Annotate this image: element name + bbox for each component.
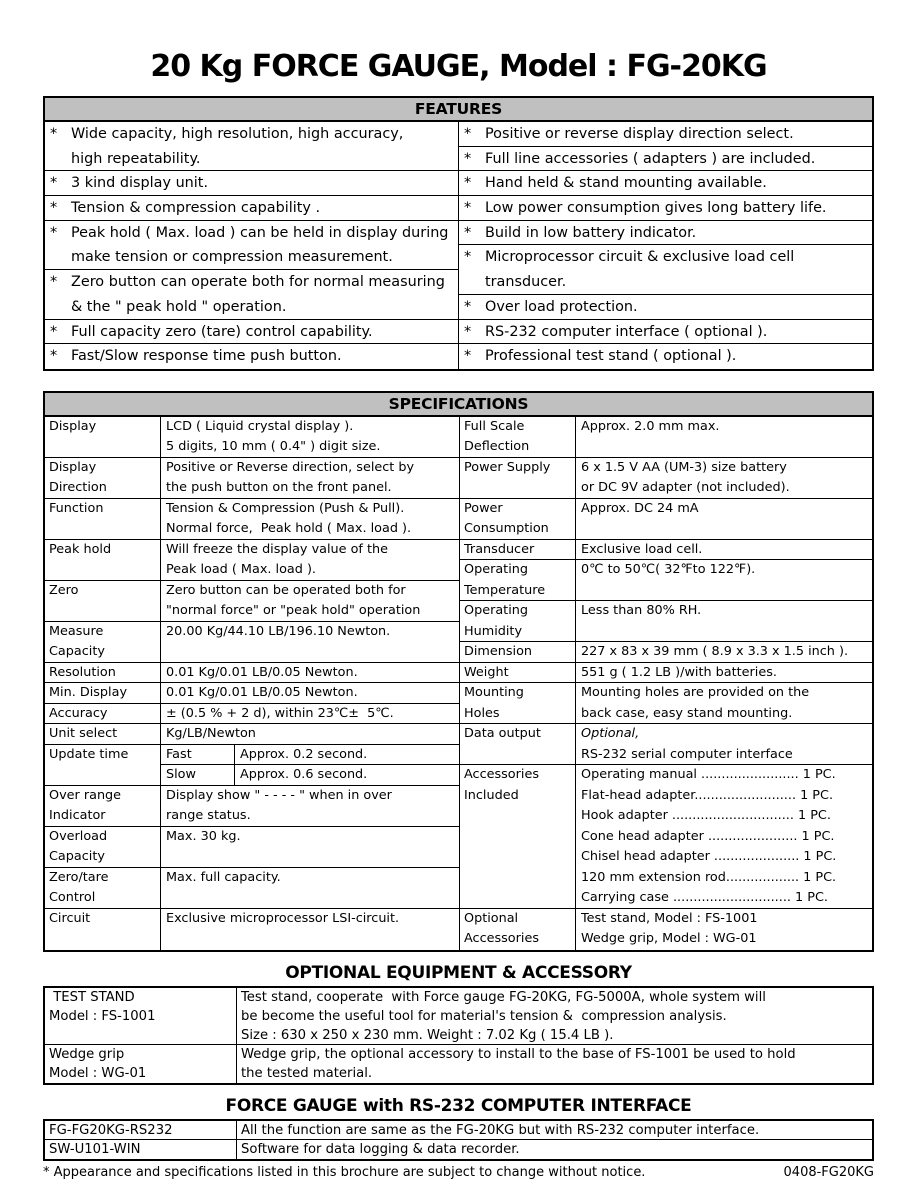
spec-row-power-consumption: [460, 499, 872, 540]
page-footer: [43, 1164, 874, 1182]
bullet-asterisk: *: [464, 224, 472, 241]
spec-row-weight: [460, 663, 872, 684]
optional-equipment-table: [43, 986, 874, 1085]
spec-label: Accuracy: [45, 704, 161, 724]
spec-value: 6 x 1.5 V AA (UM-3) size battery or DC 9V adapter (not included).: [581, 459, 790, 496]
spec-value: 0℃ to 50℃( 32℉to 122℉).: [581, 562, 756, 578]
spec-row-resolution: [45, 663, 459, 684]
bullet-asterisk: *: [50, 200, 58, 217]
equipment-description: Test stand, cooperate with Force gauge FG-20KG, FG-5000A, whole system will be become the useful tool for material's tension & compression analysis. Size : 630 x 250 x 230 mm. Weight : 7.02 Kg ( 15.4 LB ).: [241, 989, 766, 1043]
spec-row-over-range: [45, 786, 459, 827]
spec-value: 0.01 Kg/0.01 LB/0.05 Newton.: [166, 664, 358, 680]
feature-text: Wide capacity, high resolution, high accuracy, high repeatability.: [71, 126, 404, 167]
spec-value: Test stand, Model : FS-1001 Wedge grip, Model : WG-01: [581, 910, 758, 947]
spec-value: 551 g ( 1.2 LB )/with batteries.: [581, 664, 777, 680]
spec-row-unit-select: [45, 724, 459, 745]
spec-label: Data output: [460, 724, 576, 764]
model-code: SW-U101-WIN: [45, 1140, 237, 1159]
model-description: All the function are same as the FG-20KG but with RS-232 computer interface.: [241, 1122, 760, 1138]
feature-text: RS-232 computer interface ( optional ).: [485, 323, 768, 340]
spec-value: Tension & Compression (Push & Pull). Normal force, Peak hold ( Max. load ).: [166, 500, 412, 537]
spec-row-mounting-holes: [460, 683, 872, 724]
spec-row-dimension: [460, 642, 872, 663]
spec-row-circuit: [45, 909, 459, 950]
spec-label: Transducer: [460, 540, 576, 560]
bullet-asterisk: *: [50, 224, 58, 241]
spec-label: Mounting Holes: [460, 683, 576, 723]
spec-label: Accessories Included: [460, 765, 576, 908]
feature-text: Full capacity zero (tare) control capability.: [71, 323, 373, 340]
feature-item: [459, 147, 872, 172]
spec-label: Over range Indicator: [45, 786, 161, 826]
feature-text: Positive or reverse display direction select.: [485, 126, 794, 142]
model-description: Software for data logging & data recorder.: [241, 1141, 520, 1157]
spec-value: Less than 80% RH.: [581, 603, 702, 619]
spec-value: Positive or Reverse direction, select by the push button on the front panel.: [166, 459, 415, 496]
features-right-column: [459, 122, 872, 369]
specifications-header: SPECIFICATIONS: [45, 393, 872, 417]
spec-label: Full Scale Deflection: [460, 417, 576, 457]
document-code: 0408-FG20KG: [783, 1164, 874, 1180]
spec-value: Display show " - - - - " when in over range status.: [166, 787, 392, 824]
bullet-asterisk: *: [464, 200, 472, 217]
features-table: [43, 96, 874, 371]
spec-row-display: [45, 417, 459, 458]
brochure-page: [43, 0, 874, 1182]
specifications-table: [43, 391, 874, 952]
spec-value: LCD ( Liquid crystal display ). 5 digits, 10 mm ( 0.4" ) digit size.: [166, 418, 381, 455]
spec-value: Operating manual ........................ 1 PC. Flat-head adapter......................... 1 PC. Hook adapter .............................. 1 PC. Cone head adapter ...................... 1 PC. Chisel head adapter ..................... 1 PC. 120 mm extension rod.................. 1 PC. Carrying case ............................. 1 PC.: [581, 767, 837, 906]
spec-row-overload-capacity: [45, 827, 459, 868]
spec-value: Exclusive microprocessor LSI-circuit.: [166, 910, 400, 926]
feature-item: [459, 171, 872, 196]
spec-label: Unit select: [45, 724, 161, 744]
feature-text: Peak hold ( Max. load ) can be held in display during make tension or compression measurement.: [71, 224, 449, 266]
spec-label: Min. Display: [45, 683, 161, 703]
bullet-asterisk: *: [464, 150, 472, 167]
specs-right-column: [460, 417, 872, 950]
bullet-asterisk: *: [50, 274, 58, 291]
optional-equipment-title: OPTIONAL EQUIPMENT & ACCESSORY: [285, 962, 632, 983]
spec-label: Operating Temperature: [460, 560, 576, 600]
spec-label: Operating Humidity: [460, 601, 576, 641]
spec-value: ± (0.5 % + 2 d), within 23℃± 5℃.: [166, 705, 394, 721]
spec-row-full-scale: [460, 417, 872, 458]
spec-row-update-time: [45, 745, 459, 786]
spec-value: Zero button can be operated both for "normal force" or "peak hold" operation: [166, 582, 421, 619]
features-header: FEATURES: [45, 98, 872, 122]
spec-label: Optional Accessories: [460, 909, 576, 950]
spec-value: 0.01 Kg/0.01 LB/0.05 Newton.: [166, 685, 358, 701]
spec-label: Power Supply: [460, 458, 576, 498]
spec-label: Zero/tare Control: [45, 868, 161, 908]
spec-row-display-direction: [45, 458, 459, 499]
spec-row-data-output: [460, 724, 872, 765]
spec-row-accuracy: [45, 704, 459, 725]
feature-item: [45, 171, 458, 196]
spec-row-accessories-included: [460, 765, 872, 909]
features-body: [45, 122, 872, 369]
update-time-slow-row: Slow Approx. 0.6 second.: [161, 765, 459, 785]
feature-item: [45, 320, 458, 345]
spec-label: Dimension: [460, 642, 576, 662]
spec-label: Update time: [45, 745, 161, 785]
test-stand-row: [45, 988, 872, 1045]
bullet-asterisk: *: [50, 323, 58, 340]
spec-row-operating-temperature: [460, 560, 872, 601]
bullet-asterisk: *: [50, 175, 58, 192]
spec-row-zero-tare: [45, 868, 459, 909]
feature-item: [459, 196, 872, 221]
bullet-asterisk: *: [50, 126, 58, 142]
feature-text: Professional test stand ( optional ).: [485, 348, 737, 365]
bullet-asterisk: *: [464, 175, 472, 192]
spec-row-measure-capacity: [45, 622, 459, 663]
feature-text: Low power consumption gives long battery life.: [485, 200, 827, 217]
spec-label: Weight: [460, 663, 576, 683]
software-row: [45, 1140, 872, 1159]
page-title: 20 Kg FORCE GAUGE, Model : FG-20KG: [150, 49, 767, 84]
specs-left-column: [45, 417, 460, 950]
spec-value: Approx. 2.0 mm max.: [581, 418, 720, 434]
feature-item: [459, 122, 872, 147]
model-code: FG-FG20KG-RS232: [45, 1121, 237, 1139]
equipment-label: Wedge grip Model : WG-01: [45, 1045, 237, 1083]
rs232-model-row: [45, 1121, 872, 1140]
spec-label: Resolution: [45, 663, 161, 683]
feature-text: 3 kind display unit.: [71, 175, 209, 192]
spec-row-power-supply: [460, 458, 872, 499]
spec-value: Exclusive load cell.: [581, 541, 703, 557]
spec-row-transducer: [460, 540, 872, 561]
spec-label: Display: [45, 417, 161, 457]
spec-value: Max. full capacity.: [166, 869, 281, 885]
feature-item: [459, 245, 872, 294]
spec-value-subtable: [161, 745, 459, 785]
spec-value: Approx. DC 24 mA: [581, 500, 699, 516]
spec-value: Optional, RS-232 serial computer interface: [581, 726, 793, 762]
bullet-asterisk: *: [464, 323, 472, 340]
spec-label: Display Direction: [45, 458, 161, 498]
feature-item: [45, 196, 458, 221]
feature-text: Tension & compression capability .: [71, 200, 321, 217]
spec-row-function: [45, 499, 459, 540]
spec-row-operating-humidity: [460, 601, 872, 642]
update-time-fast-row: Fast Approx. 0.2 second.: [161, 745, 459, 766]
spec-row-optional-accessories: [460, 909, 872, 950]
feature-text: Hand held & stand mounting available.: [485, 175, 767, 192]
spec-label: Measure Capacity: [45, 622, 161, 662]
spec-value: Mounting holes are provided on the back case, easy stand mounting.: [581, 685, 810, 721]
spec-label: Peak hold: [45, 540, 161, 580]
specifications-body: [45, 417, 872, 950]
feature-item: [45, 270, 458, 319]
spec-value: 227 x 83 x 39 mm ( 8.9 x 3.3 x 1.5 inch ).: [581, 644, 849, 660]
spec-label: Circuit: [45, 909, 161, 950]
feature-item: [45, 344, 458, 369]
feature-text: Fast/Slow response time push button.: [71, 348, 342, 365]
equipment-label: TEST STAND Model : FS-1001: [45, 988, 237, 1044]
feature-text: Microprocessor circuit & exclusive load cell transducer.: [485, 249, 795, 291]
feature-item: [459, 320, 872, 345]
equipment-description: Wedge grip, the optional accessory to install to the base of FS-1001 be used to hold the tested material.: [241, 1046, 796, 1081]
spec-label: Overload Capacity: [45, 827, 161, 867]
feature-item: [459, 295, 872, 320]
spec-row-min-display: [45, 683, 459, 704]
features-left-column: [45, 122, 459, 369]
spec-label: Zero: [45, 581, 161, 621]
spec-value: Kg/LB/Newton: [166, 726, 256, 742]
feature-item: [459, 344, 872, 369]
bullet-asterisk: *: [50, 348, 58, 365]
rs232-table: [43, 1119, 874, 1161]
spec-row-peak-hold: [45, 540, 459, 581]
bullet-asterisk: *: [464, 249, 472, 266]
feature-item: [45, 221, 458, 270]
spec-label: Power Consumption: [460, 499, 576, 539]
feature-text: Build in low battery indicator.: [485, 224, 697, 241]
bullet-asterisk: *: [464, 298, 472, 315]
spec-value: Will freeze the display value of the Peak load ( Max. load ).: [166, 541, 388, 578]
disclaimer-note: * Appearance and specifications listed in this brochure are subject to change without notice.: [43, 1164, 646, 1180]
bullet-asterisk: *: [464, 348, 472, 365]
feature-item: [45, 122, 458, 171]
bullet-asterisk: *: [464, 126, 472, 142]
feature-text: Full line accessories ( adapters ) are included.: [485, 150, 816, 167]
feature-text: Zero button can operate both for normal measuring & the " peak hold " operation.: [71, 274, 445, 315]
spec-value: Max. 30 kg.: [166, 828, 241, 844]
feature-item: [459, 221, 872, 246]
spec-value: 20.00 Kg/44.10 LB/196.10 Newton.: [166, 623, 391, 639]
spec-label: Function: [45, 499, 161, 539]
spec-row-zero: [45, 581, 459, 622]
feature-text: Over load protection.: [485, 298, 638, 315]
wedge-grip-row: [45, 1045, 872, 1083]
rs232-title: FORCE GAUGE with RS-232 COMPUTER INTERFACE: [225, 1095, 692, 1116]
